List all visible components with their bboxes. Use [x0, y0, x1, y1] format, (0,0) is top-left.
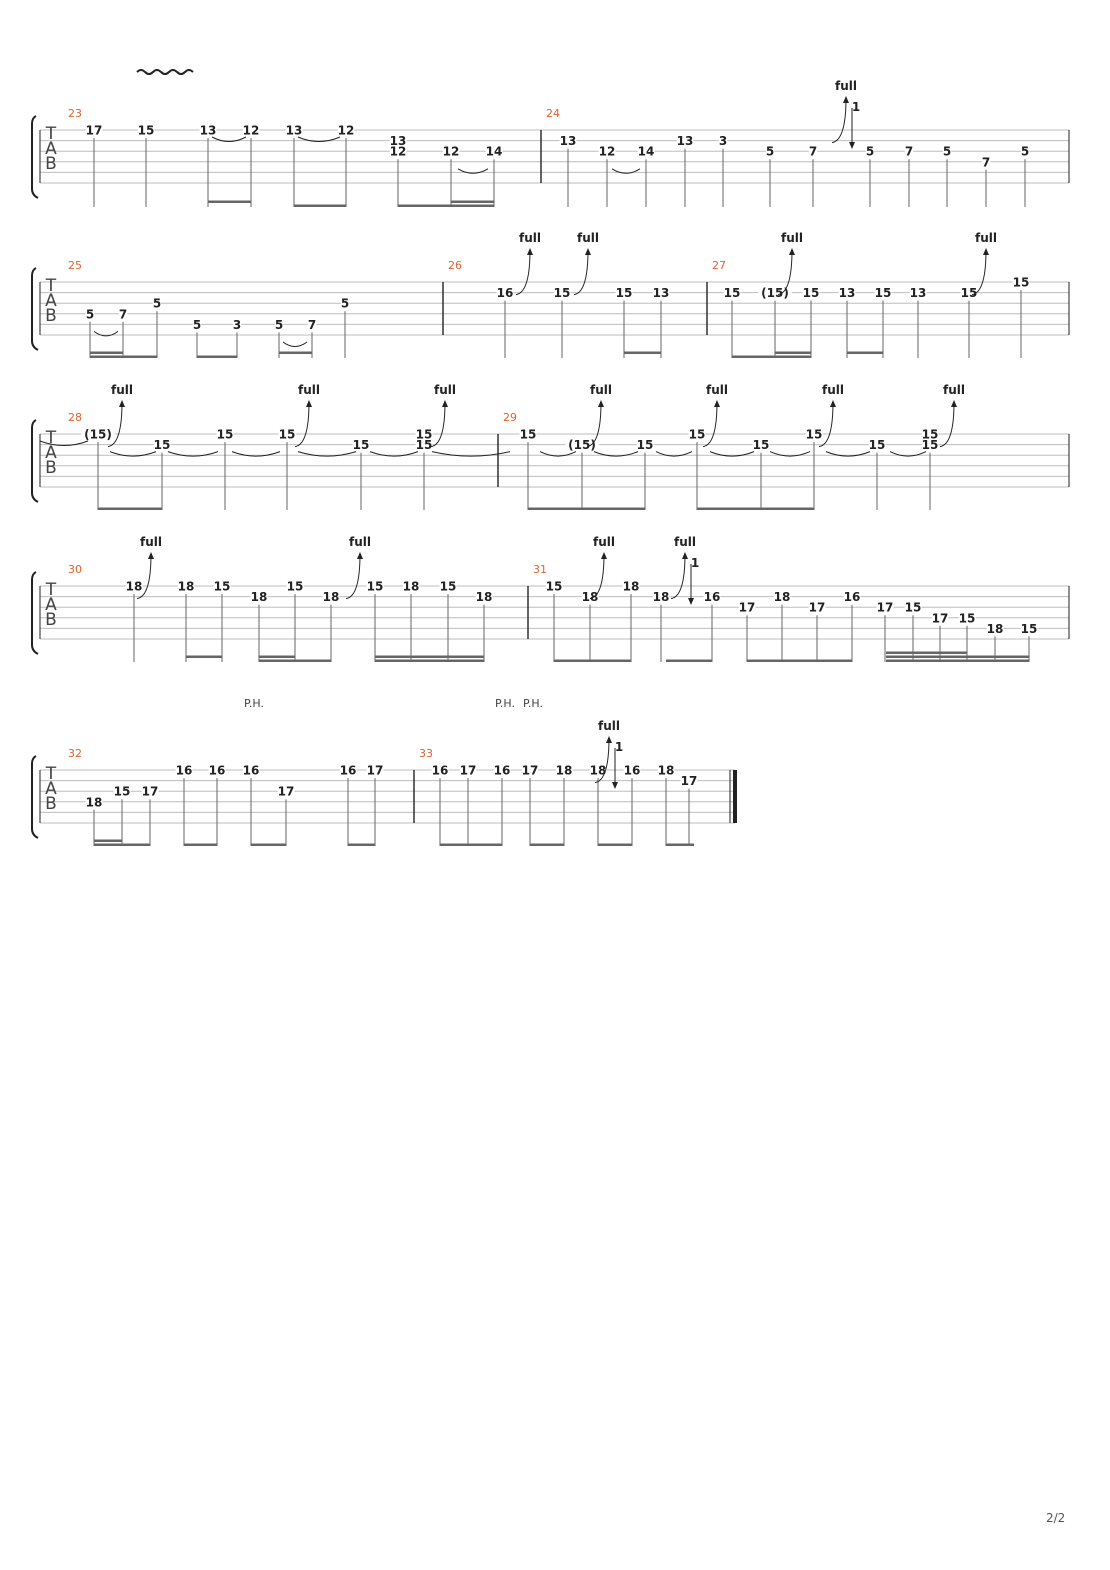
fret-number: 17: [277, 784, 295, 799]
fret-number: 17: [876, 600, 894, 615]
fret-number: 18: [652, 590, 670, 605]
beam: [90, 352, 123, 355]
fret-number: 17: [366, 763, 384, 778]
fret-number: 18: [475, 590, 493, 605]
fret-number: 7: [307, 317, 317, 332]
beam: [886, 656, 1029, 659]
tab-clef-letter: B: [45, 306, 57, 326]
system-bracket: [32, 116, 38, 198]
bend-label: full: [140, 535, 162, 549]
measure-number: 32: [68, 747, 82, 760]
bend-arrowhead: [843, 96, 849, 103]
fret-number: 16: [496, 286, 514, 301]
tab-clef-letter: T: [45, 764, 57, 784]
fret-number: 15: [415, 427, 433, 442]
fret-number: 15: [868, 438, 886, 453]
bend-arrowhead: [606, 736, 612, 743]
bend-label: full: [598, 719, 620, 733]
fret-number: 5: [274, 317, 284, 332]
tab-clef-letter: T: [45, 276, 57, 296]
bend-label: full: [519, 231, 541, 245]
fret-number: 13: [389, 134, 407, 149]
system-bracket: [32, 572, 38, 654]
fret-number: 15: [366, 579, 384, 594]
bend-release-label: 1: [614, 740, 624, 754]
fret-number: 15: [723, 286, 741, 301]
fret-number: 12: [598, 144, 616, 159]
fret-number: 15: [904, 600, 922, 615]
fret-number: 5: [340, 296, 350, 311]
fret-number: 15: [636, 438, 654, 453]
fret-number: 16: [431, 763, 449, 778]
bend-arrow: [295, 402, 309, 447]
beam: [530, 844, 564, 847]
fret-number: 17: [459, 763, 477, 778]
fret-number: 15: [1020, 621, 1038, 636]
fret-number: 18: [581, 590, 599, 605]
fret-number: 15: [1012, 275, 1030, 290]
fret-number: 5: [865, 144, 875, 159]
fret-number: (15): [761, 286, 789, 301]
tab-clef-letter: T: [45, 124, 57, 144]
beam: [208, 201, 251, 204]
tab-clef-letter: B: [45, 794, 57, 814]
fret-number: 18: [555, 763, 573, 778]
tab-clef-letter: A: [45, 595, 57, 615]
fret-number: 15: [545, 579, 563, 594]
pinch-harmonic-label: P.H.: [495, 697, 515, 710]
beam: [775, 352, 811, 355]
fret-number: 16: [703, 590, 721, 605]
bend-label: full: [975, 231, 997, 245]
tab-clef-letter: A: [45, 443, 57, 463]
tab-system: [32, 116, 1069, 198]
fret-number: 13: [559, 134, 577, 149]
tab-system: [32, 268, 1069, 350]
bend-arrowhead: [527, 248, 533, 255]
fret-number: 7: [904, 144, 914, 159]
fret-number: 15: [153, 438, 171, 453]
bend-arrowhead: [951, 400, 957, 407]
tab-clef-letter: A: [45, 291, 57, 311]
bend-label: full: [781, 231, 803, 245]
fret-number: 5: [192, 317, 202, 332]
bend-label: full: [706, 383, 728, 397]
bend-arrowhead: [830, 400, 836, 407]
fret-number: 17: [141, 784, 159, 799]
beam: [666, 844, 694, 847]
fret-number: 15: [553, 286, 571, 301]
fret-number: 18: [589, 763, 607, 778]
fret-number: 13: [199, 123, 217, 138]
bend-arrow: [346, 554, 360, 599]
fret-number: 16: [843, 590, 861, 605]
beam: [375, 656, 484, 659]
beam: [886, 652, 967, 655]
bend-arrow: [940, 402, 954, 447]
measure-number: 31: [533, 563, 547, 576]
bend-arrowhead: [789, 248, 795, 255]
fret-number: 18: [177, 579, 195, 594]
text-layer: [45, 79, 1038, 814]
fret-number: 15: [805, 427, 823, 442]
fret-number: 18: [986, 621, 1004, 636]
fret-number: 18: [322, 590, 340, 605]
beam: [886, 660, 1029, 663]
fret-number: 5: [85, 307, 95, 322]
tie-slur: [283, 342, 307, 347]
measure-number: 30: [68, 563, 82, 576]
fret-number: 16: [493, 763, 511, 778]
fret-number: 3: [718, 134, 728, 149]
marks-layer: [40, 70, 1037, 846]
fret-number: 15: [519, 427, 537, 442]
bend-arrow: [574, 250, 588, 295]
beam: [98, 508, 162, 511]
bend-label: full: [590, 383, 612, 397]
beam: [732, 356, 811, 359]
beam: [259, 660, 331, 663]
beam: [90, 356, 157, 359]
beam: [348, 844, 375, 847]
fret-number: 5: [765, 144, 775, 159]
fret-number: 15: [802, 286, 820, 301]
beam: [398, 205, 494, 208]
bend-label: full: [111, 383, 133, 397]
bend-arrowhead: [585, 248, 591, 255]
beam: [747, 660, 852, 663]
page-indicator: 2/2: [1046, 1511, 1066, 1525]
beam: [259, 656, 295, 659]
bend-label: full: [674, 535, 696, 549]
fret-number: (15): [568, 438, 596, 453]
beam: [528, 508, 645, 511]
bend-arrow: [832, 98, 846, 143]
beam: [279, 352, 312, 355]
vibrato-icon: [137, 70, 193, 74]
fret-number: 12: [442, 144, 460, 159]
measure-number: 28: [68, 411, 82, 424]
fret-number: 7: [118, 307, 128, 322]
measure-number: 29: [503, 411, 517, 424]
bend-arrow: [516, 250, 530, 295]
bend-arrowhead: [148, 552, 154, 559]
fret-number: 15: [615, 286, 633, 301]
bend-label: full: [593, 535, 615, 549]
fret-number: 17: [85, 123, 103, 138]
bend-arrowhead: [357, 552, 363, 559]
fret-number: 13: [652, 286, 670, 301]
beam: [440, 844, 502, 847]
staff-layer: [32, 116, 1069, 838]
bend-release-label: 1: [851, 100, 861, 114]
bend-arrowhead: [983, 248, 989, 255]
fret-number: 13: [838, 286, 856, 301]
bend-label: full: [577, 231, 599, 245]
fret-number: 18: [773, 590, 791, 605]
fret-number: 16: [623, 763, 641, 778]
fret-number: 15: [960, 286, 978, 301]
bend-arrowhead: [442, 400, 448, 407]
measure-number: 23: [68, 107, 82, 120]
beam: [375, 660, 484, 663]
fret-number: 13: [909, 286, 927, 301]
fret-number: 14: [485, 144, 503, 159]
fret-number: 15: [688, 427, 706, 442]
bend-arrowhead: [682, 552, 688, 559]
tab-clef-letter: B: [45, 458, 57, 478]
bend-arrowhead: [598, 400, 604, 407]
bend-arrow: [671, 554, 685, 599]
system-bracket: [32, 420, 38, 502]
fret-number: 7: [981, 155, 991, 170]
fret-number: 17: [808, 600, 826, 615]
bend-arrowhead: [601, 552, 607, 559]
fret-number: 15: [439, 579, 457, 594]
beam: [666, 660, 712, 663]
fret-number: 16: [242, 763, 260, 778]
beam: [554, 660, 631, 663]
bend-release-label: 1: [690, 556, 700, 570]
bend-label: full: [434, 383, 456, 397]
fret-number: 17: [680, 774, 698, 789]
tab-clef-letter: A: [45, 779, 57, 799]
measure-number: 33: [419, 747, 433, 760]
release-arrowhead: [688, 598, 694, 605]
fret-number: 18: [85, 795, 103, 810]
bend-label: full: [943, 383, 965, 397]
fret-number: 18: [250, 590, 268, 605]
fret-number: 12: [242, 123, 260, 138]
fret-number: 15: [921, 438, 939, 453]
measure-number: 27: [712, 259, 726, 272]
fret-number: 5: [152, 296, 162, 311]
fret-number: 15: [921, 427, 939, 442]
fret-number: 18: [657, 763, 675, 778]
beam: [624, 352, 661, 355]
fret-number: 15: [415, 438, 433, 453]
fret-number: 14: [637, 144, 655, 159]
fret-number: 12: [389, 144, 407, 159]
fret-number: 15: [958, 611, 976, 626]
bend-arrowhead: [119, 400, 125, 407]
beam: [184, 844, 217, 847]
release-arrowhead: [612, 782, 618, 789]
tab-clef-letter: B: [45, 154, 57, 174]
measure-number: 26: [448, 259, 462, 272]
bend-arrow: [431, 402, 445, 447]
fret-number: 16: [208, 763, 226, 778]
beam: [94, 840, 122, 843]
bend-label: full: [298, 383, 320, 397]
bend-label: full: [822, 383, 844, 397]
beam: [94, 844, 150, 847]
beam: [697, 508, 814, 511]
bend-arrowhead: [714, 400, 720, 407]
beam: [598, 844, 632, 847]
fret-number: 17: [521, 763, 539, 778]
fret-number: 5: [1020, 144, 1030, 159]
system-bracket: [32, 756, 38, 838]
beam: [251, 844, 286, 847]
fret-number: 15: [874, 286, 892, 301]
measure-number: 25: [68, 259, 82, 272]
fret-number: 15: [213, 579, 231, 594]
tab-clef-letter: T: [45, 428, 57, 448]
fret-number: 15: [113, 784, 131, 799]
tab-clef-letter: B: [45, 610, 57, 630]
fret-number: (15): [84, 427, 112, 442]
fret-number: 12: [337, 123, 355, 138]
release-arrowhead: [849, 142, 855, 149]
fret-number: 15: [216, 427, 234, 442]
tab-clef-letter: T: [45, 580, 57, 600]
tab-clef-letter: A: [45, 139, 57, 159]
fret-number: 18: [402, 579, 420, 594]
beam: [451, 201, 494, 204]
fret-number: 18: [622, 579, 640, 594]
fret-number: 15: [278, 427, 296, 442]
tab-system: [32, 420, 1069, 502]
fret-number: 7: [808, 144, 818, 159]
beam: [294, 205, 346, 208]
system-bracket: [32, 268, 38, 350]
fret-number: 13: [285, 123, 303, 138]
fret-number: 15: [137, 123, 155, 138]
fret-number: 15: [286, 579, 304, 594]
fret-number: 15: [752, 438, 770, 453]
fret-number: 16: [339, 763, 357, 778]
fret-number: 3: [232, 317, 242, 332]
bend-label: full: [349, 535, 371, 549]
fret-number: 17: [738, 600, 756, 615]
fret-number: 15: [352, 438, 370, 453]
beam: [186, 656, 222, 659]
bend-arrowhead: [306, 400, 312, 407]
fret-number: 5: [942, 144, 952, 159]
measure-number: 24: [546, 107, 560, 120]
fret-number: 16: [175, 763, 193, 778]
fret-number: 17: [931, 611, 949, 626]
fret-number: 13: [676, 134, 694, 149]
bend-label: full: [835, 79, 857, 93]
beam: [847, 352, 883, 355]
fret-number: 18: [125, 579, 143, 594]
pinch-harmonic-label: P.H.: [244, 697, 264, 710]
pinch-harmonic-label: P.H.: [523, 697, 543, 710]
beam: [197, 356, 237, 359]
